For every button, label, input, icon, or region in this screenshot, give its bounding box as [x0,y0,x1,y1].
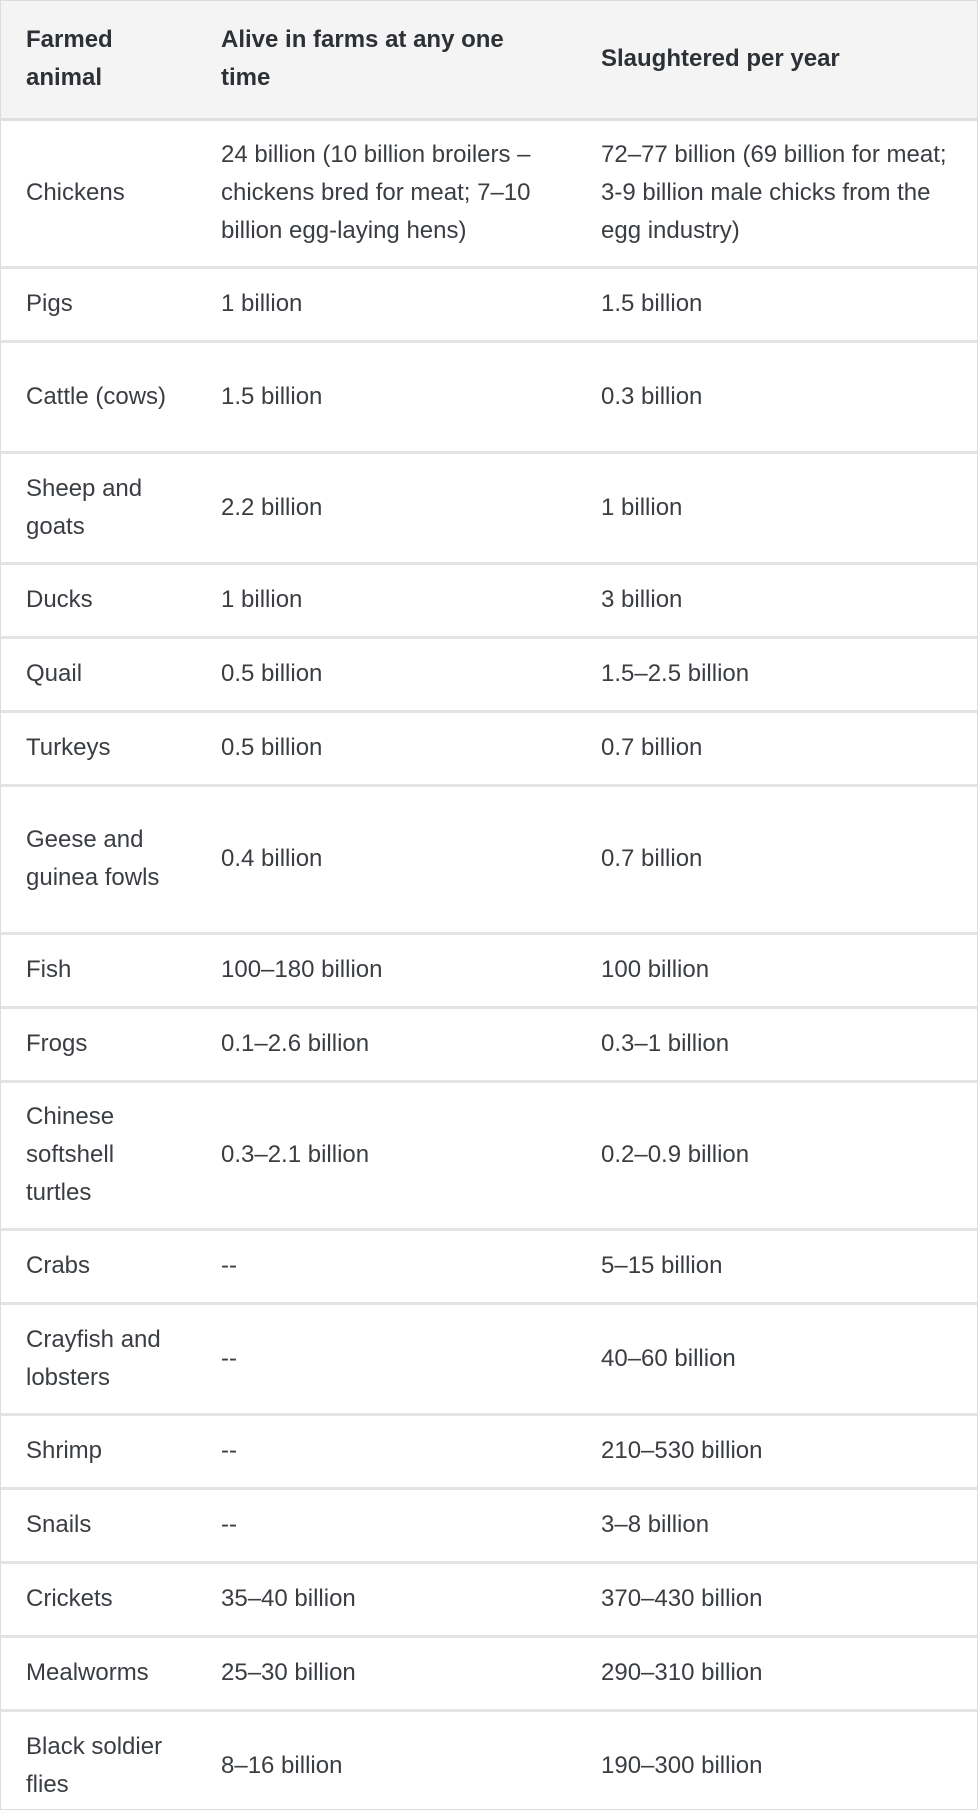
table-row [1,341,977,452]
table-header [1,1,977,119]
cell-slaughtered: 370–430 billion [576,1562,977,1636]
cell-alive: 100–180 billion [196,933,576,1007]
table-row [1,711,977,785]
cell-animal: Black soldier flies [26,1733,163,1799]
cell-slaughtered: 0.2–0.9 billion [576,1081,977,1229]
cell-alive: 1 billion [196,563,576,637]
table-row [1,933,977,1007]
cell-slaughtered: 0.3–1 billion [576,1007,977,1081]
cell-animal: Chickens [1,119,196,267]
cell-animal: Crabs [1,1229,196,1303]
cell-alive: 25–30 billion [196,1636,576,1710]
table-row [1,1303,977,1414]
table-row [1,637,977,711]
table-body [1,119,977,1810]
header-farmed-animal: Farmed animal [1,1,196,119]
cell-alive: -- [196,1414,576,1488]
cell-animal: Shrimp [1,1414,196,1488]
cell-animal: Geese and guinea fowls [1,785,196,933]
cell-slaughtered: 0.7 billion [576,785,977,933]
cell-alive: 0.5 billion [196,711,576,785]
cell-slaughtered: 100 billion [576,933,977,1007]
cell-animal: Frogs [1,1007,196,1081]
cell-animal: Snails [1,1488,196,1562]
table-row [1,452,977,563]
cell-alive: 0.5 billion [196,637,576,711]
cell-animal: Sheep and goats [1,452,196,563]
cell-alive: -- [196,1488,576,1562]
table-row [1,267,977,341]
cell-alive: 24 billion (10 billion broilers – chickens bred for meat; 7–10 billion egg-laying hens) [196,119,576,267]
cell-slaughtered: 1.5–2.5 billion [576,637,977,711]
cell-animal: Mealworms [1,1636,196,1710]
cell-alive: 0.3–2.1 billion [196,1081,576,1229]
header-row [1,1,977,119]
cell-alive: 0.4 billion [196,785,576,933]
cell-animal: Pigs [1,267,196,341]
cell-alive: 35–40 billion [196,1562,576,1636]
cell-animal: Quail [1,637,196,711]
cell-slaughtered: 3–8 billion [576,1488,977,1562]
cell-alive: 1 billion [196,267,576,341]
table-row [1,1414,977,1488]
table-row [1,1229,977,1303]
table-row [1,1710,977,1810]
cell-slaughtered: 290–310 billion [576,1636,977,1710]
table-row [1,1007,977,1081]
cell-alive: 1.5 billion [196,341,576,452]
cell-animal: Crickets [1,1562,196,1636]
table-row [1,119,977,267]
cell-animal: Chinese softshell turtles [1,1081,196,1229]
table-row [1,1488,977,1562]
cell-slaughtered: 1 billion [576,452,977,563]
table-row [1,785,977,933]
cell-alive: 8–16 billion [221,1752,343,1780]
cell-slaughtered: 0.7 billion [576,711,977,785]
cell-slaughtered: 1.5 billion [576,267,977,341]
cell-animal: Ducks [1,563,196,637]
farmed-animals-table [1,1,977,1810]
table-row [1,1636,977,1710]
cell-slaughtered: 190–300 billion [601,1752,763,1780]
table-row [1,563,977,637]
cell-slaughtered: 72–77 billion (69 billion for meat; 3-9 billion male chicks from the egg industry) [576,119,977,267]
cell-slaughtered: 3 billion [576,563,977,637]
cell-animal: Cattle (cows) [1,341,196,452]
cell-animal: Turkeys [1,711,196,785]
cell-alive: -- [196,1229,576,1303]
cell-slaughtered: 40–60 billion [576,1303,977,1414]
header-slaughtered-per-year: Slaughtered per year [576,1,977,119]
cell-slaughtered: 5–15 billion [576,1229,977,1303]
cell-slaughtered: 0.3 billion [576,341,977,452]
header-alive-in-farms: Alive in farms at any one time [196,1,576,119]
cell-slaughtered: 210–530 billion [576,1414,977,1488]
table-row [1,1081,977,1229]
table-row [1,1562,977,1636]
cell-alive: 0.1–2.6 billion [196,1007,576,1081]
cell-alive: 2.2 billion [196,452,576,563]
cell-animal: Fish [1,933,196,1007]
cell-animal: Crayfish and lobsters [1,1303,196,1414]
cell-alive: -- [196,1303,576,1414]
